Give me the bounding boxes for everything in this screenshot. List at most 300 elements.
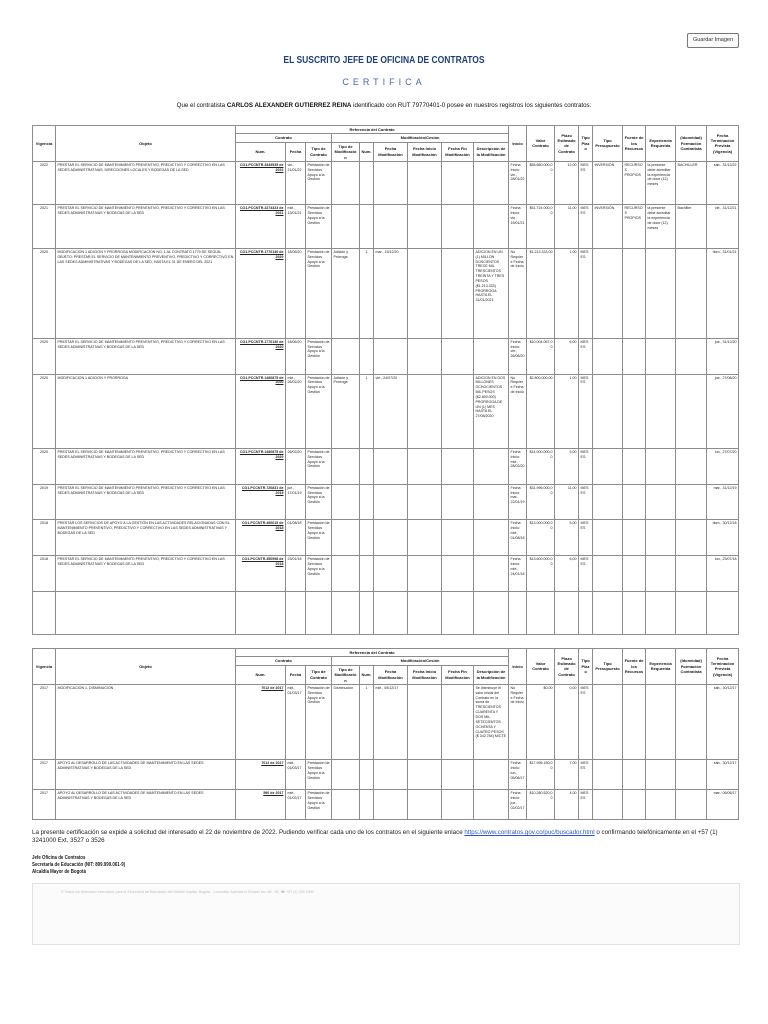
cell-desc-mod: ADICION EN DOS MILLONES OCHOCIENTOS MIL PESOS ($2.800.000) PRORROGA DE UN (1) MES HASTA EL 27/08/2020 — [474, 374, 509, 448]
cell-fecha-fin-mod — [442, 338, 474, 374]
cell-fecha: mié., 01/03/17 — [286, 684, 306, 759]
header-referencia: Referencia del Contrato — [236, 649, 509, 657]
cell-fecha-ini-mod — [408, 790, 442, 820]
header-tipo-contrato: Tipo de Contrato — [306, 142, 332, 161]
empty-cell — [286, 592, 306, 635]
cell-inicio: Fecha Inicio: jue., 02/02/17 — [509, 790, 527, 820]
cell-mod-num — [360, 161, 374, 204]
cell-valor: $1.213.333,00 — [527, 248, 555, 338]
contracts-search-link[interactable]: https://www.contratos.gov.co/puc/buscador.html — [464, 829, 595, 836]
cell-mod-num: 1 — [360, 248, 374, 338]
empty-cell — [33, 592, 56, 635]
cell-experiencia: la presente debe acreditar la experiencia de doce (12) meses — [646, 205, 676, 248]
cell-terminacion: vie., 31/12/21 — [707, 205, 739, 248]
cell-tipo-contrato: Prestación de Servicios Apoyo a la Gestión — [306, 520, 332, 556]
cell-experiencia — [646, 520, 676, 556]
certification-note — [32, 829, 738, 845]
header-vigencia: Vigencia — [33, 126, 56, 162]
cell-plazo: 7,00 — [555, 760, 579, 790]
header-num: Num. — [236, 665, 286, 684]
cell-tipo-mod — [332, 161, 360, 204]
cell-fecha: 26/02/20 — [286, 448, 306, 484]
cert-text-after: o confirmando telefónicamente en el +57 (1) 3241000 Ext. 3527 o 3526 — [32, 829, 718, 845]
cell-fuente — [623, 520, 646, 556]
header-fecha-fin-mod: Fecha Fin Modificación — [442, 142, 474, 161]
cell-experiencia — [646, 556, 676, 592]
empty-cell — [360, 592, 374, 635]
empty-cell — [555, 592, 579, 635]
cell-fecha-ini-mod — [408, 520, 442, 556]
header-fecha-modificacion: Fecha Modificación — [374, 665, 408, 684]
header-fecha-fin-mod: Fecha Fin Modificación — [442, 665, 474, 684]
header-descripcion-mod: Descripción de la Modificación — [474, 142, 509, 161]
cell-objeto: PRESTAR EL SERVICIO DE MANTENIMIENTO PREVENTIVO, PREDICTIVO Y CORRECTIVO EN LAS SEDES ADMINISTRATIVAS Y BODEGAS DE LA SED — [56, 448, 236, 484]
empty-cell — [236, 592, 286, 635]
cell-inicio: Fecha Inicio: mar., 22/01/19 — [509, 484, 527, 520]
cell-terminacion: jue., 31/12/20 — [707, 338, 739, 374]
header-vigencia: Vigencia — [33, 649, 56, 685]
cell-desc-mod — [474, 520, 509, 556]
cell-valor: $0,00 — [527, 684, 555, 759]
cell-mod-num: 1 — [360, 374, 374, 448]
cell-desc-mod — [474, 448, 509, 484]
cell-plazo: 0,00 — [555, 684, 579, 759]
header-objeto: Objeto — [56, 649, 236, 685]
header-plazo: Plazo Estimado de Contrato — [555, 649, 579, 685]
cell-tipo-presupuesto — [593, 760, 623, 790]
cell-num: CO1.PCCNTR.726831 de 2019 — [236, 484, 286, 520]
cell-fecha-fin-mod — [442, 556, 474, 592]
cell-valor: $13.600.000,00 — [527, 556, 555, 592]
contracts-table-page-2 — [32, 648, 739, 820]
cell-terminacion: jue., 27/08/20 — [707, 374, 739, 448]
document-subtitle: CERTIFICA — [342, 77, 426, 87]
cell-tipo-mod: Disminución — [332, 684, 360, 759]
cell-fecha-mod — [374, 484, 408, 520]
cell-experiencia — [646, 448, 676, 484]
cell-tipo-presupuesto — [593, 790, 623, 820]
cell-num: CO1.PCCNTR.3349535 de 2022 — [236, 161, 286, 204]
cell-tipo-contrato: Prestación de Servicios Apoyo a la Gestión — [306, 684, 332, 759]
cell-terminacion: dom., 31/01/21 — [707, 248, 739, 338]
cell-inicio: Fecha Inicio: mié., 28/02/20 — [509, 448, 527, 484]
sign-line-2: Secretaría de Educación (NIT: 899.999.061-9) — [32, 861, 126, 868]
cell-fecha-fin-mod — [442, 520, 474, 556]
header-tipo-plazo: Tipo Plazo — [579, 126, 593, 162]
cell-valor: $2.800.000,00 — [527, 374, 555, 448]
cell-valor: $51.724.000,00 — [527, 205, 555, 248]
table-row — [33, 684, 739, 759]
cell-tipo-presupuesto — [593, 448, 623, 484]
empty-cell — [474, 592, 509, 635]
document-title: EL SUSCRITO JEFE DE OFICINA DE CONTRATOS — [283, 55, 485, 66]
cell-idoneidad — [676, 448, 707, 484]
cell-inicio: Fecha Inicio: lun., 05/06/17 — [509, 760, 527, 790]
cell-fecha-ini-mod — [408, 556, 442, 592]
header-idoneidad: (Idoneidad) Formación Contratista — [676, 126, 707, 162]
header-fecha-inicio-mod: Fecha Inicio Modificación — [408, 665, 442, 684]
cell-fecha-mod — [374, 205, 408, 248]
cell-num: CO1.PCCNTR.1480875 de 2020 — [236, 448, 286, 484]
cell-desc-mod — [474, 161, 509, 204]
copyright-text: © Todos los derechos reservados para la Secretaría de Educación del Distrito Capital. Bogotá - Colombia. Avenida el Dorado No. 66 - 63. ☎ +57 (1) 324 1000 — [61, 890, 314, 894]
cell-fuente — [623, 374, 646, 448]
cell-objeto: MODIFICACION 1 ADICION Y PRORROGA MODIFICACION NO. 1 AL CONTRATO 1779 DE SEGUN OBJETO: PRESTAR EL SERVICIO DE MANTENIMIENTO PREVENTIVO, PREDICTIVO Y CORRECTIVO EN LAS SEDES ADMINISTRATIVAS Y BODEGAS DE LA SED, HASTA EL 31 DE ENERO DEL 2021 — [56, 248, 236, 338]
empty-cell — [408, 592, 442, 635]
cell-fuente — [623, 760, 646, 790]
cell-idoneidad: Bachiller — [676, 205, 707, 248]
cell-fecha: 01/08/18 — [286, 520, 306, 556]
cell-experiencia — [646, 684, 676, 759]
cell-num: 7012 de 2017 — [236, 684, 286, 759]
cell-tipo-contrato: Prestación de Servicios Apoyo a la Gestión — [306, 790, 332, 820]
header-mod-num: Num. — [360, 665, 374, 684]
cell-tipo-mod — [332, 205, 360, 248]
cell-tipo-contrato: Prestación de Servicios Apoyo a la Gestión — [306, 161, 332, 204]
cell-objeto: MODIFICACION 1 ADICION Y PRORROGA — [56, 374, 236, 448]
cell-tipo-mod — [332, 484, 360, 520]
cell-plazo: 12,00 — [555, 161, 579, 204]
cell-mod-num — [360, 790, 374, 820]
cell-tipo-mod — [332, 790, 360, 820]
cell-terminacion: lun., 27/07/20 — [707, 448, 739, 484]
cell-objeto: APOYO AL DESARROLLO DE LAS ACTIVIDADES DE MANTENIMIENTO EN LAS SEDES ADMINISTRATIVAS Y BODEGAS DE LA SED — [56, 790, 236, 820]
empty-cell — [442, 592, 474, 635]
cert-text: La presente certificación se expide a solicitud del interesado el 22 de noviembre de 2022. Pudiendo verificar cada uno de los contratos en el siguiente enlace — [32, 829, 465, 836]
cell-experiencia — [646, 374, 676, 448]
cell-fecha-ini-mod — [408, 374, 442, 448]
cell-num: CO1.PCCNTR.496615 de 2018 — [236, 520, 286, 556]
cell-fecha: jue., 17/01/19 — [286, 484, 306, 520]
cell-fecha-fin-mod — [442, 161, 474, 204]
cell-fecha-mod: mié., 05/12/17 — [374, 684, 408, 759]
cell-vigencia: 2020 — [33, 248, 56, 338]
cell-plazo: 5,00 — [555, 448, 579, 484]
header-contrato: Contrato — [236, 657, 332, 665]
cell-tipo-contrato: Prestación de Servicios Apoyo a la Gestión — [306, 205, 332, 248]
cell-vigencia: 2017 — [33, 760, 56, 790]
empty-cell — [509, 592, 527, 635]
cell-inicio: Fecha Inicio: mié., 24/01/18 — [509, 556, 527, 592]
cell-experiencia — [646, 484, 676, 520]
cell-tipo-mod — [332, 448, 360, 484]
cell-fecha-ini-mod — [408, 248, 442, 338]
cell-tipo-plazo: MESES — [579, 248, 593, 338]
cell-objeto: APOYO AL DESARROLLO DE LAS ACTIVIDADES DE MANTENIMIENTO EN LAS SEDES ADMINISTRATIVAS Y BODEGAS DE LA SED — [56, 760, 236, 790]
header-experiencia: Experiencia Requerida — [646, 649, 676, 685]
cell-tipo-presupuesto — [593, 556, 623, 592]
cell-fecha-fin-mod — [442, 448, 474, 484]
cell-vigencia: 2022 — [33, 161, 56, 204]
cell-tipo-plazo: MESES — [579, 338, 593, 374]
cell-tipo-contrato: Prestación de Servicios Apoyo a la Gestión — [306, 448, 332, 484]
cell-objeto: PRESTAR EL SERVICIO DE MANTENIMIENTO PREVENTIVO, PREDICTIVO Y CORRECTIVO EN LAS SEDES ADMINISTRATIVAS Y BODEGAS DE LA SED — [56, 338, 236, 374]
cell-tipo-presupuesto — [593, 520, 623, 556]
table-row — [33, 484, 739, 520]
cell-num: 7012 de 2017 — [236, 760, 286, 790]
cell-vigencia: 2018 — [33, 520, 56, 556]
cell-mod-num — [360, 484, 374, 520]
cell-tipo-contrato: Prestación de Servicios Apoyo a la Gestión — [306, 374, 332, 448]
cell-desc-mod: Se disminuye el valor inicial del Contrato en la suma de TRESCIENTOS CUARENTA Y DOS MIL SETECIENTOS OCHENTA Y CUATRO PESOS ($ 342.784) M/CTE — [474, 684, 509, 759]
cell-tipo-presupuesto — [593, 338, 623, 374]
cell-fuente — [623, 684, 646, 759]
header-plazo: Plazo Estimado de Contrato — [555, 126, 579, 162]
cell-tipo-contrato: Prestación de Servicios Apoyo a la Gestión — [306, 760, 332, 790]
intro-suffix: identificado con RUT 79770401-0 posee en nuestros registros los siguientes contratos: — [351, 102, 592, 109]
cell-inicio: Fecha Inicio: vie., 15/01/21 — [509, 205, 527, 248]
header-experiencia: Experiencia Requerida — [646, 126, 676, 162]
table-row — [33, 448, 739, 484]
cell-valor: $14.000.000,00 — [527, 448, 555, 484]
header-terminacion: Fecha Terminación Prevista (Vigencia) — [707, 649, 739, 685]
cell-vigencia: 2018 — [33, 556, 56, 592]
table-row — [33, 790, 739, 820]
cell-vigencia: 2020 — [33, 338, 56, 374]
cell-valor: $10.280.520,00 — [527, 790, 555, 820]
cell-fecha-fin-mod — [442, 760, 474, 790]
cell-idoneidad — [676, 684, 707, 759]
cell-fecha-ini-mod — [408, 205, 442, 248]
cell-num: CO1.PCCNTR.1776130 de 2020 — [236, 338, 286, 374]
cell-valor: $10.004.067,00 — [527, 338, 555, 374]
cell-inicio: No Requiere Fecha de Inicio — [509, 374, 527, 448]
cell-inicio: No Requiere Fecha de Inicio — [509, 248, 527, 338]
cell-tipo-mod — [332, 760, 360, 790]
cell-mod-num: 1 — [360, 684, 374, 759]
header-modificacion: Modificación/Cesión — [332, 657, 509, 665]
cell-plazo: 1,00 — [555, 374, 579, 448]
cell-fuente: RECURSOS PROPIOS — [623, 161, 646, 204]
header-objeto: Objeto — [56, 126, 236, 162]
empty-cell — [676, 592, 707, 635]
header-tipo-contrato: Tipo de Contrato — [306, 665, 332, 684]
table-row — [33, 205, 739, 248]
header-mod-num: Num. — [360, 142, 374, 161]
cell-idoneidad — [676, 520, 707, 556]
cell-fecha: mié., 13/01/21 — [286, 205, 306, 248]
cell-plazo: 11,00 — [555, 484, 579, 520]
table-row — [33, 161, 739, 204]
cell-tipo-mod — [332, 520, 360, 556]
empty-cell — [623, 592, 646, 635]
header-fecha: Fecha — [286, 142, 306, 161]
cell-fecha-mod — [374, 790, 408, 820]
cell-plazo: 6,00 — [555, 556, 579, 592]
cell-tipo-presupuesto — [593, 374, 623, 448]
cell-desc-mod — [474, 556, 509, 592]
cell-mod-num — [360, 205, 374, 248]
cell-idoneidad: BACHILLER — [676, 161, 707, 204]
cell-mod-num — [360, 520, 374, 556]
cell-valor: $55.680.000,00 — [527, 161, 555, 204]
header-inicio: Inicio — [509, 649, 527, 685]
cell-tipo-contrato: Prestación de Servicios Apoyo a la Gestión — [306, 248, 332, 338]
cell-tipo-plazo: MESES — [579, 374, 593, 448]
cell-inicio: Fecha Inicio: vie., 28/01/22 — [509, 161, 527, 204]
cell-objeto: MODIFICACION 1, DISMINUCION — [56, 684, 236, 759]
cell-tipo-contrato: Prestación de Servicios Apoyo a la Gestión — [306, 338, 332, 374]
cell-tipo-mod: Adición y Prórroga — [332, 248, 360, 338]
header-tipo-presupuesto: Tipo Presupuesto — [593, 126, 623, 162]
cell-tipo-presupuesto — [593, 684, 623, 759]
cell-fuente — [623, 338, 646, 374]
cell-inicio: Fecha Inicio: vie., 26/06/20 — [509, 338, 527, 374]
cell-terminacion: lun., 23/07/18 — [707, 556, 739, 592]
cell-num: CO1.PCCNTR.2274323 de 2021 — [236, 205, 286, 248]
cell-fecha-fin-mod — [442, 684, 474, 759]
cell-fecha-mod: vie., 24/07/20 — [374, 374, 408, 448]
cell-fuente — [623, 448, 646, 484]
cell-desc-mod — [474, 790, 509, 820]
page-footer — [32, 883, 740, 945]
cell-fecha: 18/06/20 — [286, 338, 306, 374]
cell-fecha-ini-mod — [408, 448, 442, 484]
cell-fuente — [623, 790, 646, 820]
cell-mod-num — [360, 556, 374, 592]
cell-idoneidad — [676, 484, 707, 520]
cell-fecha: mié., 01/02/17 — [286, 790, 306, 820]
cell-tipo-plazo: MESES — [579, 556, 593, 592]
header-modificacion: Modificación/Cesión — [332, 134, 509, 142]
contractor-name: CARLOS ALEXANDER GUTIERREZ REINA — [226, 102, 352, 109]
save-image-button[interactable]: Guardar Imagen — [687, 33, 739, 48]
cell-terminacion: sáb., 30/12/17 — [707, 760, 739, 790]
header-terminacion: Fecha Terminación Prevista (Vigencia) — [707, 126, 739, 162]
cell-fecha-fin-mod — [442, 790, 474, 820]
cell-tipo-mod: Adición y Prórroga — [332, 374, 360, 448]
cell-valor: $17.996.150,00 — [527, 760, 555, 790]
cell-experiencia — [646, 338, 676, 374]
intro-prefix: Que el contratista — [176, 102, 227, 109]
cell-fecha-ini-mod — [408, 484, 442, 520]
cell-terminacion: sáb., 31/12/22 — [707, 161, 739, 204]
cell-tipo-plazo: MESES — [579, 790, 593, 820]
cell-tipo-plazo: MESES — [579, 205, 593, 248]
cell-fecha-ini-mod — [408, 338, 442, 374]
cell-valor: $31.996.000,00 — [527, 484, 555, 520]
table-row — [33, 520, 739, 556]
header-idoneidad: (Idoneidad) Formación Contratista — [676, 649, 707, 685]
cell-vigencia: 2020 — [33, 448, 56, 484]
empty-cell — [579, 592, 593, 635]
cell-plazo: 1,00 — [555, 248, 579, 338]
cell-tipo-presupuesto: INVERSIÓN — [593, 161, 623, 204]
cell-vigencia: 2019 — [33, 484, 56, 520]
cell-idoneidad — [676, 556, 707, 592]
cell-tipo-plazo: MESES — [579, 760, 593, 790]
empty-row — [33, 592, 739, 635]
cell-tipo-mod — [332, 556, 360, 592]
table-row — [33, 556, 739, 592]
cell-fecha-fin-mod — [442, 248, 474, 338]
cell-fecha-fin-mod — [442, 484, 474, 520]
header-fecha: Fecha — [286, 665, 306, 684]
empty-cell — [593, 592, 623, 635]
cell-idoneidad — [676, 338, 707, 374]
cell-plazo: 11,00 — [555, 205, 579, 248]
cell-mod-num — [360, 760, 374, 790]
cell-terminacion: dom., 30/12/18 — [707, 520, 739, 556]
cell-fecha-mod — [374, 556, 408, 592]
cell-objeto: PRESTAR EL SERVICIO DE MANTENIMIENTO PREVENTIVO, PREDICTIVO Y CORRECTIVO EN LAS SEDES ADMINISTRATIVAS Y BODEGAS DE LA SED — [56, 205, 236, 248]
cell-desc-mod — [474, 484, 509, 520]
empty-cell — [707, 592, 739, 635]
cell-tipo-contrato: Prestación de Servicios Apoyo a la Gestión — [306, 484, 332, 520]
cell-mod-num — [360, 448, 374, 484]
table-body-page-2 — [33, 684, 739, 819]
cell-tipo-plazo: MESES — [579, 448, 593, 484]
empty-cell — [527, 592, 555, 635]
header-descripcion-mod: Descripción de la Modificación — [474, 665, 509, 684]
sign-line-1: Jefe Oficina de Contratos — [32, 855, 86, 861]
cell-vigencia: 2017 — [33, 684, 56, 759]
cell-objeto: PRESTAR EL SERVICIO DE MANTENIMIENTO PREVENTIVO, PREDICTIVO Y CORRECTIVO EN LAS SEDES ADMINISTRATIVAS, DIRECCIONES LOCALES Y BODEGAS DE LA SED — [56, 161, 236, 204]
empty-cell — [306, 592, 332, 635]
cell-idoneidad — [676, 248, 707, 338]
cell-plazo: 6,00 — [555, 338, 579, 374]
cell-fuente: RECURSOS PROPIOS — [623, 205, 646, 248]
cell-experiencia — [646, 248, 676, 338]
cell-experiencia — [646, 790, 676, 820]
cell-plazo: 5,00 — [555, 520, 579, 556]
header-tipo-modificacion: Tipo de Modificación — [332, 142, 360, 161]
cell-tipo-plazo: MESES — [579, 520, 593, 556]
table-row — [33, 760, 739, 790]
cell-tipo-plazo: MESES — [579, 161, 593, 204]
table-row — [33, 374, 739, 448]
header-fuente: Fuente de los Recursos — [623, 649, 646, 685]
cell-plazo: 4,00 — [555, 790, 579, 820]
cell-fecha: mié., 26/02/20 — [286, 374, 306, 448]
header-tipo-presupuesto: Tipo Presupuesto — [593, 649, 623, 685]
cell-idoneidad — [676, 760, 707, 790]
cell-objeto: PRESTAR LOS SERVICIOS DE APOYO A LA GESTIÓN EN LAS ACTIVIDADES RELACIONADAS CON EL MANTENIMIENTO PREVENTIVO, PREDICTIVO Y CORRECTIVO EN LAS SEDES ADMINISTRATIVAS Y BODEGAS DE LA SED — [56, 520, 236, 556]
empty-cell — [332, 592, 360, 635]
cell-fecha-mod — [374, 338, 408, 374]
cell-vigencia: 2017 — [33, 790, 56, 820]
cell-tipo-presupuesto: INVERSIÓN — [593, 205, 623, 248]
cell-terminacion: mar., 06/06/17 — [707, 790, 739, 820]
cell-fuente — [623, 484, 646, 520]
header-referencia: Referencia del Contrato — [236, 126, 509, 134]
header-fecha-inicio-mod: Fecha Inicio Modificación — [408, 142, 442, 161]
cell-tipo-presupuesto — [593, 248, 623, 338]
cell-terminacion: mar., 31/12/19 — [707, 484, 739, 520]
cell-fuente — [623, 556, 646, 592]
cell-desc-mod — [474, 205, 509, 248]
cell-vigencia: 2020 — [33, 374, 56, 448]
sign-line-3: Alcaldía Mayor de Bogotá — [32, 868, 86, 875]
cell-fecha: 18/06/20 — [286, 248, 306, 338]
empty-cell — [374, 592, 408, 635]
cell-num: CO1.PCCNTR.1480875 de 2020 — [236, 374, 286, 448]
header-valor: Valor Contrato — [527, 649, 555, 685]
cell-inicio: No Requiere Fecha de Inicio — [509, 684, 527, 759]
cell-tipo-plazo: MESES — [579, 484, 593, 520]
header-valor: Valor Contrato — [527, 126, 555, 162]
cell-valor: $13.000.000,00 — [527, 520, 555, 556]
intro-paragraph — [0, 102, 768, 109]
cell-idoneidad — [676, 790, 707, 820]
cell-fuente — [623, 248, 646, 338]
cell-num: 590 de 2017 — [236, 790, 286, 820]
cell-inicio: Fecha Inicio: mié., 01/08/18 — [509, 520, 527, 556]
contracts-table-page-1 — [32, 125, 739, 635]
cell-fecha-fin-mod — [442, 374, 474, 448]
cell-num: CO1.PCCNTR.350598 de 2018 — [236, 556, 286, 592]
cell-desc-mod: ADICION EN UN (1) MILLON DOSCIENTOS TRECE MIL TRESCIENTOS TREINTA Y TRES PESOS ($1.213.333) PRORROGA HASTA EL 31/01/2021 — [474, 248, 509, 338]
